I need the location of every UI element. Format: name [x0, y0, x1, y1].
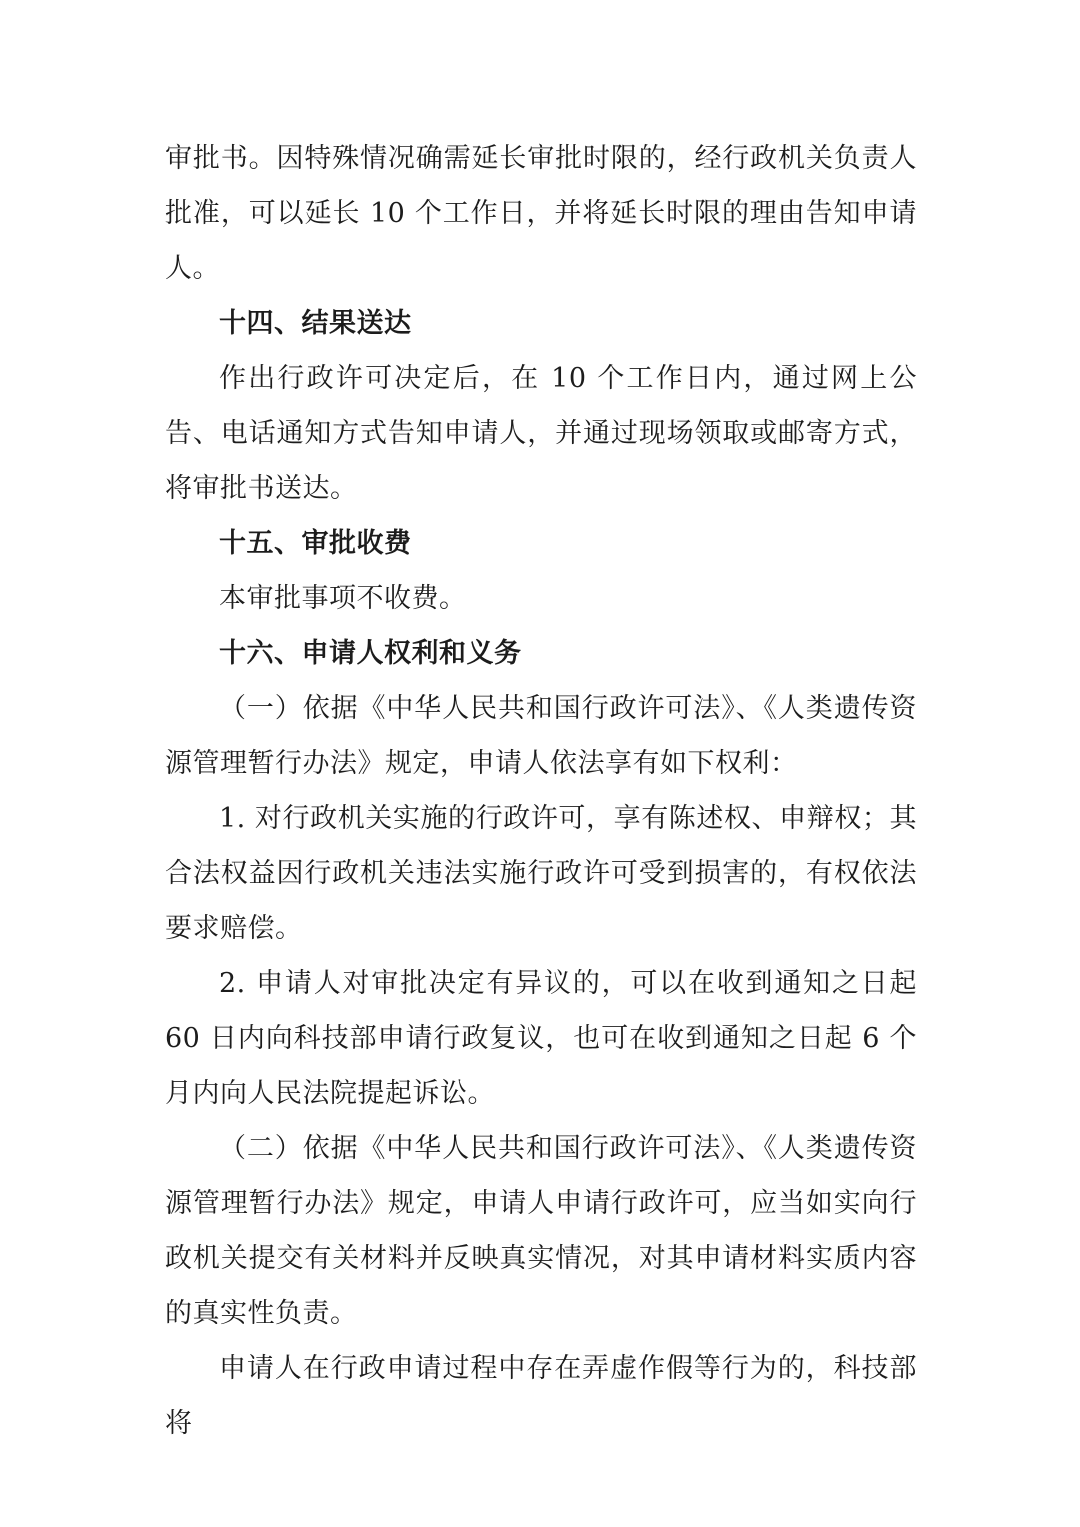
- paragraph-approval-extension: 审批书。因特殊情况确需延长审批时限的，经行政机关负责人批准，可以延长 10 个工作日，并将延长时限的理由告知申请人。: [165, 143, 917, 284]
- paragraph-obligations: （二）依据《中华人民共和国行政许可法》、《人类遗传资源管理暂行办法》规定，申请人申请行政许可，应当如实向行政机关提交有关材料并反映真实情况，对其申请材料实质内容的真实性负责。: [165, 1133, 917, 1329]
- heading-applicant-rights: 十六、申请人权利和义务: [219, 638, 522, 669]
- paragraph-result-delivery: 作出行政许可决定后，在 10 个工作日内，通过网上公告、电话通知方式告知申请人，并通过现场领取或邮寄方式，将审批书送达。: [165, 363, 917, 504]
- paragraph-right-1: 1. 对行政机关实施的行政许可，享有陈述权、申辩权；其合法权益因行政机关违法实施行政许可受到损害的，有权依法要求赔偿。: [165, 803, 917, 944]
- paragraph-no-fee: 本审批事项不收费。: [219, 583, 467, 614]
- heading-approval-fees: 十五、审批收费: [219, 528, 412, 559]
- paragraph-right-2: 2. 申请人对审批决定有异议的，可以在收到通知之日起 60 日内向科技部申请行政复议，也可在收到通知之日起 6 个月内向人民法院提起诉讼。: [165, 968, 917, 1109]
- paragraph-rights-intro: （一）依据《中华人民共和国行政许可法》、《人类遗传资源管理暂行办法》规定，申请人依法享有如下权利：: [165, 693, 917, 779]
- document-body: [165, 131, 917, 1451]
- heading-result-delivery: 十四、结果送达: [219, 308, 412, 339]
- paragraph-fraud-consequence: 申请人在行政申请过程中存在弄虚作假等行为的，科技部将: [165, 1353, 917, 1439]
